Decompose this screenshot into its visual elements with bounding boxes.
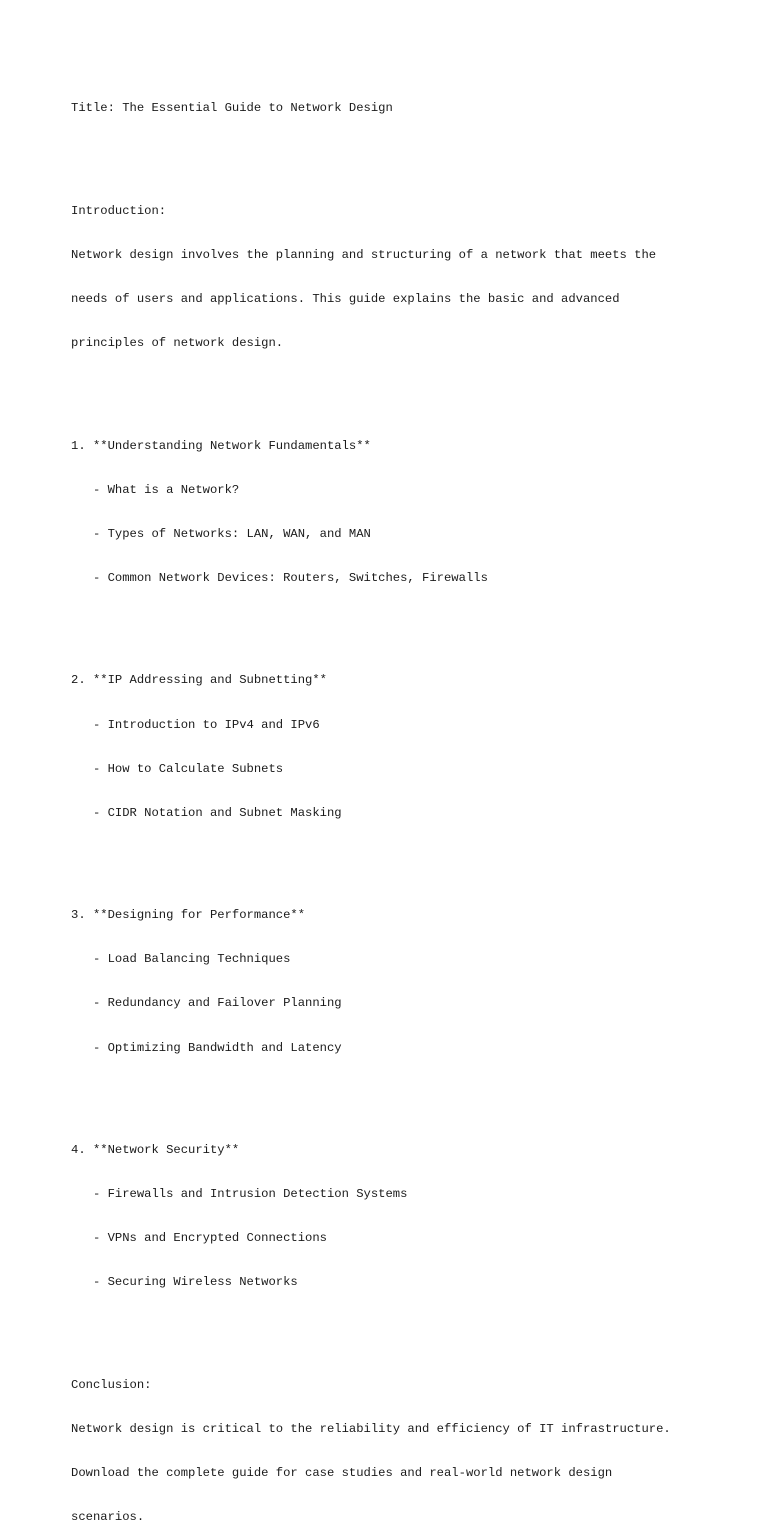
- spacer: [71, 1319, 731, 1333]
- spacer: [71, 1085, 731, 1099]
- list-item: - VPNs and Encrypted Connections: [71, 1231, 327, 1246]
- list-item: - Securing Wireless Networks: [71, 1275, 298, 1290]
- section-heading-performance: 3. **Designing for Performance**: [71, 908, 306, 923]
- introduction-line: principles of network design.: [71, 336, 284, 351]
- conclusion-line: scenarios.: [71, 1510, 145, 1525]
- list-item: - CIDR Notation and Subnet Masking: [71, 805, 342, 820]
- section-heading-ip-addressing: 2. **IP Addressing and Subnetting**: [71, 673, 327, 688]
- conclusion-line: Network design is critical to the reliability and efficiency of IT infrastructure.: [71, 1421, 671, 1436]
- introduction-line: Network design involves the planning and structuring of a network that meets the: [71, 248, 657, 262]
- introduction-line: needs of users and applications. This guide explains the basic and advanced: [71, 292, 620, 307]
- list-item: - Redundancy and Failover Planning: [71, 996, 342, 1011]
- section-heading-security: 4. **Network Security**: [71, 1143, 240, 1158]
- list-item: - Load Balancing Techniques: [71, 952, 291, 967]
- list-item: - Introduction to IPv4 and IPv6: [71, 717, 320, 732]
- conclusion-heading: Conclusion:: [71, 1377, 152, 1392]
- list-item: - What is a Network?: [71, 482, 240, 497]
- spacer: [71, 146, 731, 160]
- list-item: - Optimizing Bandwidth and Latency: [71, 1040, 342, 1055]
- spacer: [71, 380, 731, 394]
- document-title: Title: The Essential Guide to Network Design: [71, 101, 393, 116]
- document-body: [71, 72, 731, 1539]
- section-heading-fundamentals: 1. **Understanding Network Fundamentals**: [71, 438, 371, 453]
- conclusion-line: Download the complete guide for case studies and real-world network design: [71, 1466, 613, 1480]
- spacer: [71, 850, 731, 864]
- list-item: - Firewalls and Intrusion Detection Systems: [71, 1187, 408, 1202]
- spacer: [71, 615, 731, 629]
- introduction-heading: Introduction:: [71, 203, 167, 218]
- list-item: - Types of Networks: LAN, WAN, and MAN: [71, 526, 371, 541]
- list-item: - How to Calculate Subnets: [71, 761, 284, 776]
- list-item: - Common Network Devices: Routers, Switches, Firewalls: [71, 570, 488, 585]
